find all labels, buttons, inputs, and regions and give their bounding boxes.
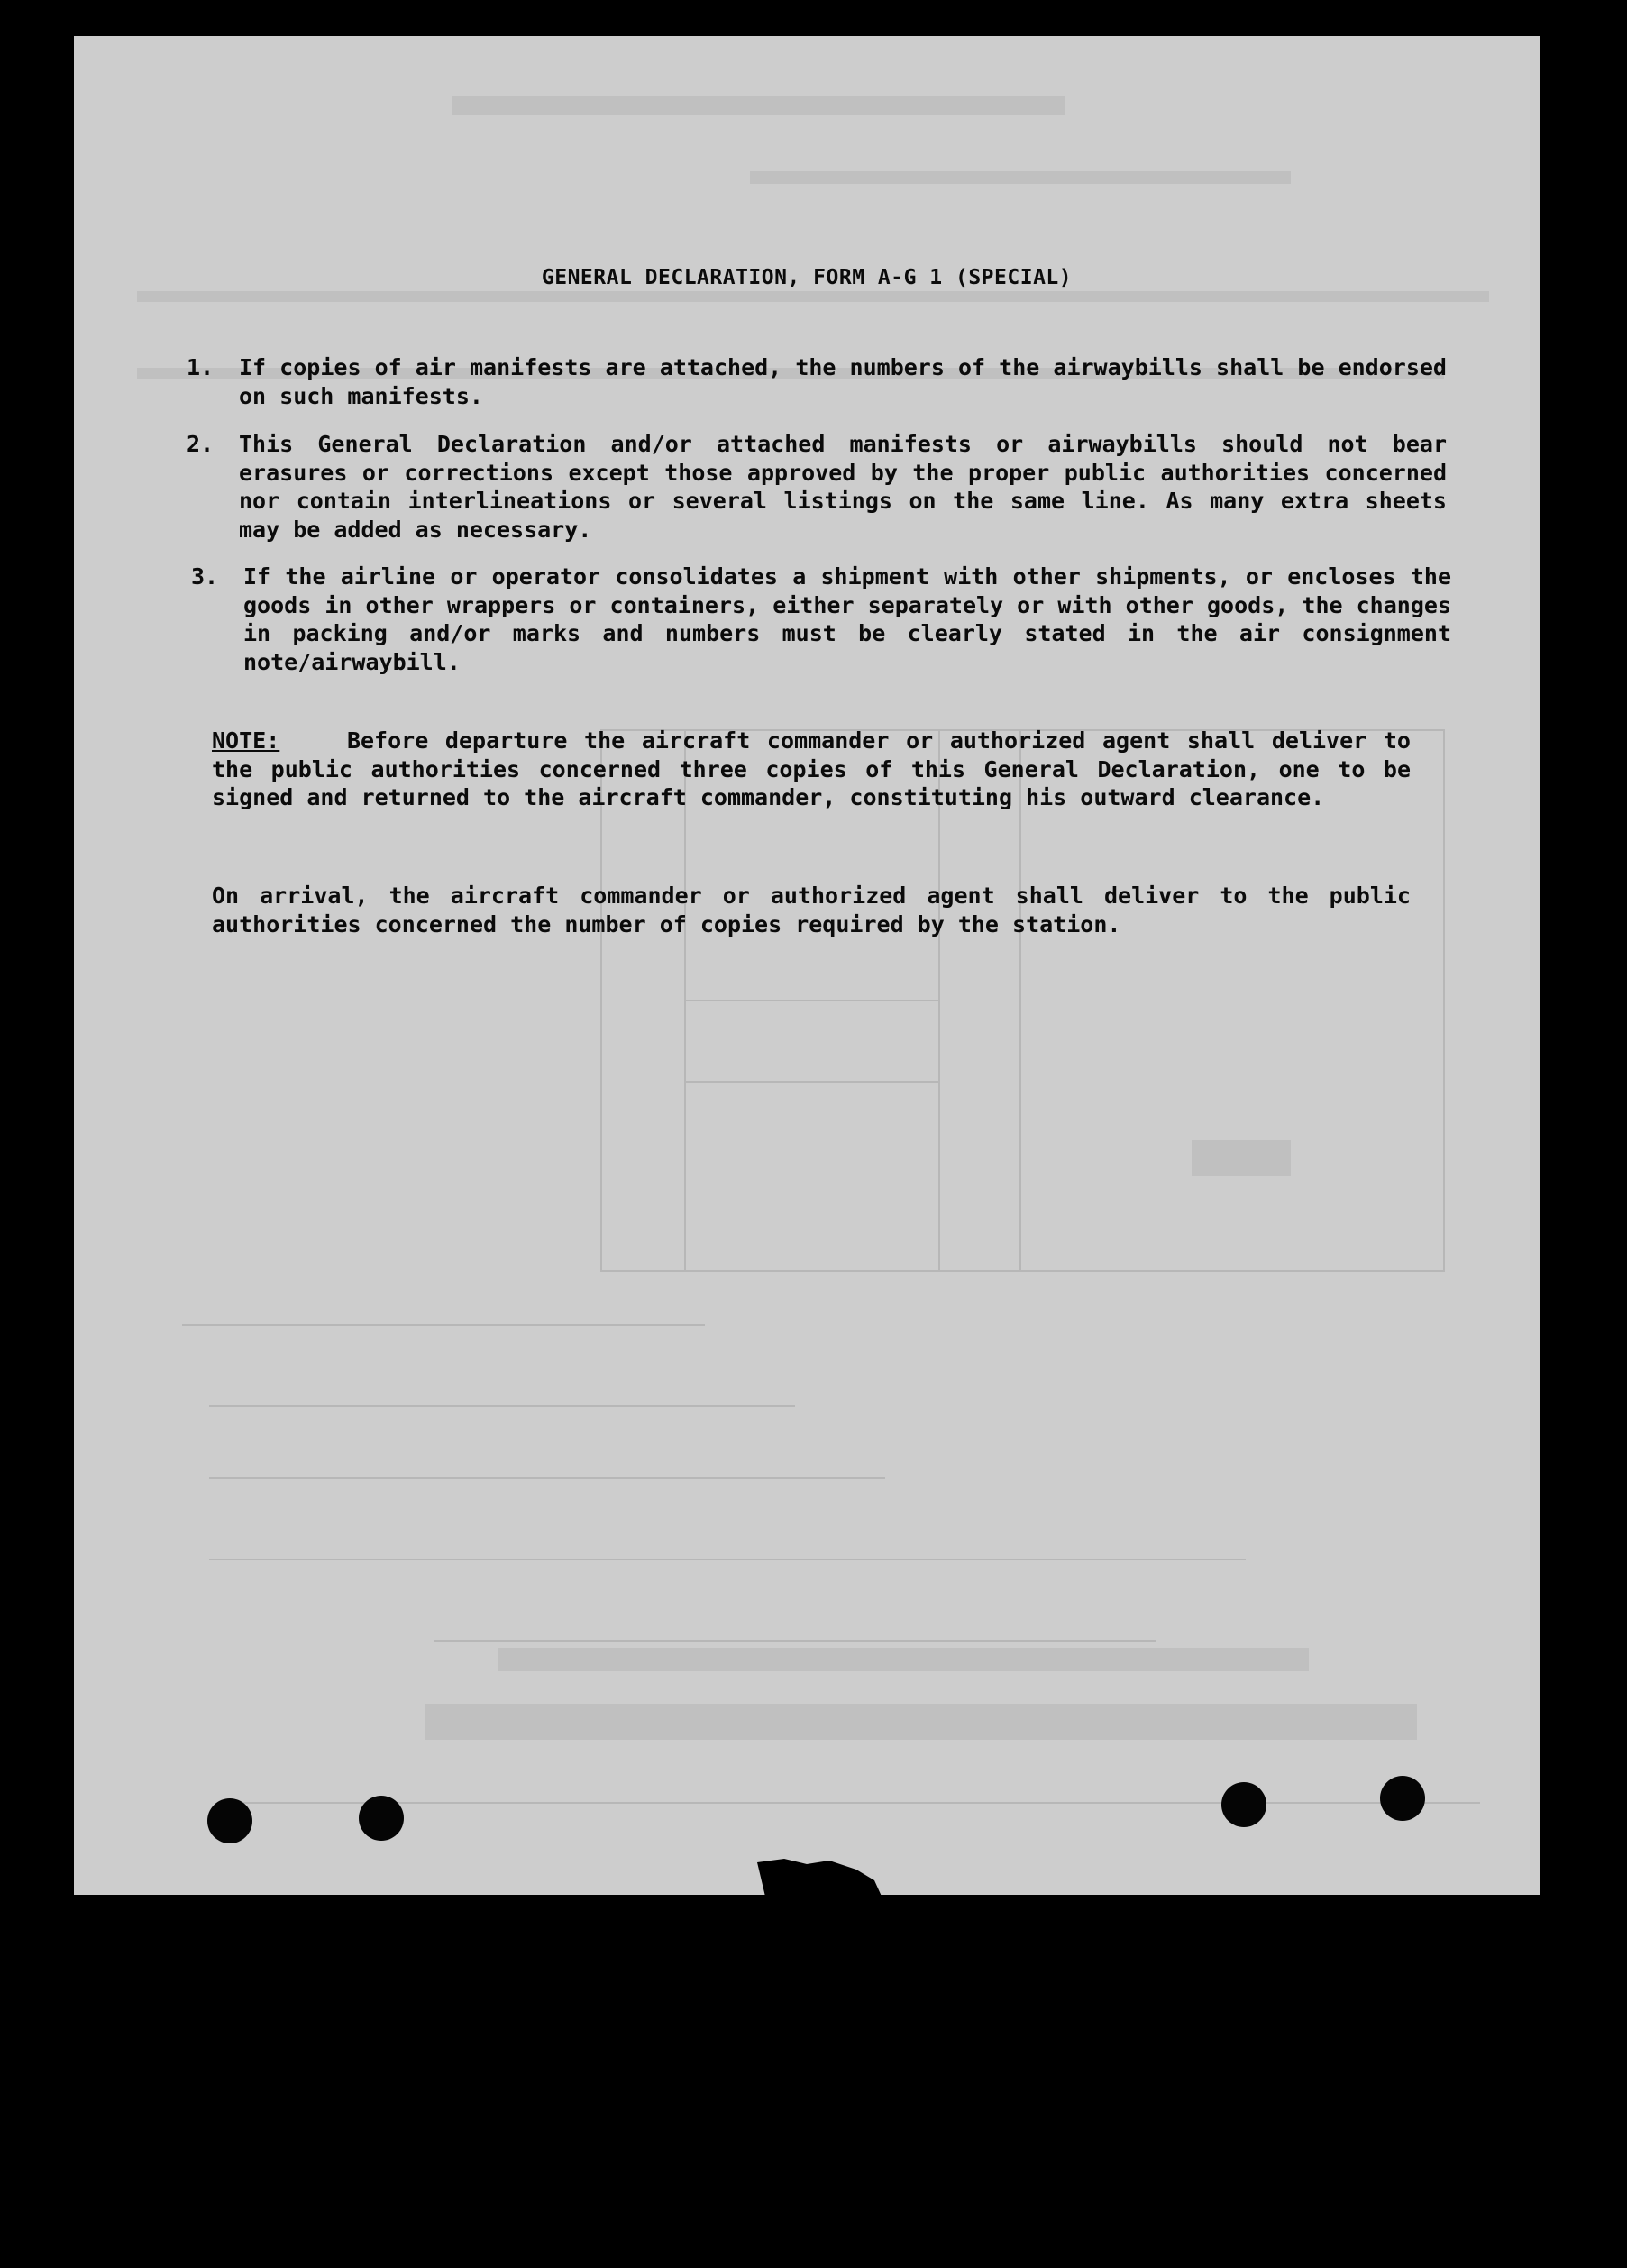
instruction-item-2 — [187, 430, 1449, 544]
item-text: If the airline or operator consolidates a shipment with other shipments, or encloses the goods in other wrappers or containers, either separately or with other goods, the changes in packing and/or marks and numbers must be clearly stated in the air consignment note/airwaybill. — [243, 563, 1451, 675]
declaration-content — [74, 36, 1540, 1895]
page-title: GENERAL DECLARATION, FORM A-G 1 (SPECIAL) — [541, 266, 1073, 289]
document-page — [74, 36, 1540, 1895]
punch-hole-left-1 — [207, 1798, 252, 1843]
torn-edge-mark — [757, 1857, 883, 1900]
item-number: 2. — [187, 431, 215, 457]
arrival-paragraph: On arrival, the aircraft commander or authorized agent shall deliver to the public authorities concerned the number of copies required by the station. — [212, 883, 1411, 937]
note-label: NOTE: — [212, 727, 280, 754]
punch-hole-right-2 — [1380, 1776, 1425, 1821]
note-text: Before departure the aircraft commander or authorized agent shall deliver to the public authorities concerned three copies of this General Declaration, one to be signed and returned to the aircraft commander, constituting his outward clearance. — [212, 727, 1411, 810]
instruction-item-1 — [187, 353, 1449, 410]
instruction-item-3 — [191, 562, 1453, 676]
punch-hole-right-1 — [1221, 1782, 1266, 1827]
item-number: 1. — [187, 354, 215, 380]
item-text: If copies of air manifests are attached, the numbers of the airwaybills shall be endorsed on such manifests. — [239, 354, 1447, 409]
note-paragraph — [212, 727, 1411, 812]
item-number: 3. — [191, 563, 219, 590]
punch-hole-left-2 — [359, 1796, 404, 1841]
item-text: This General Declaration and/or attached manifests or airwaybills should not bear erasures or corrections except those approved by the proper public authorities concerned nor contain interlineations or several listings on the same line. As many extra sheets may be added as necessary. — [239, 431, 1447, 543]
